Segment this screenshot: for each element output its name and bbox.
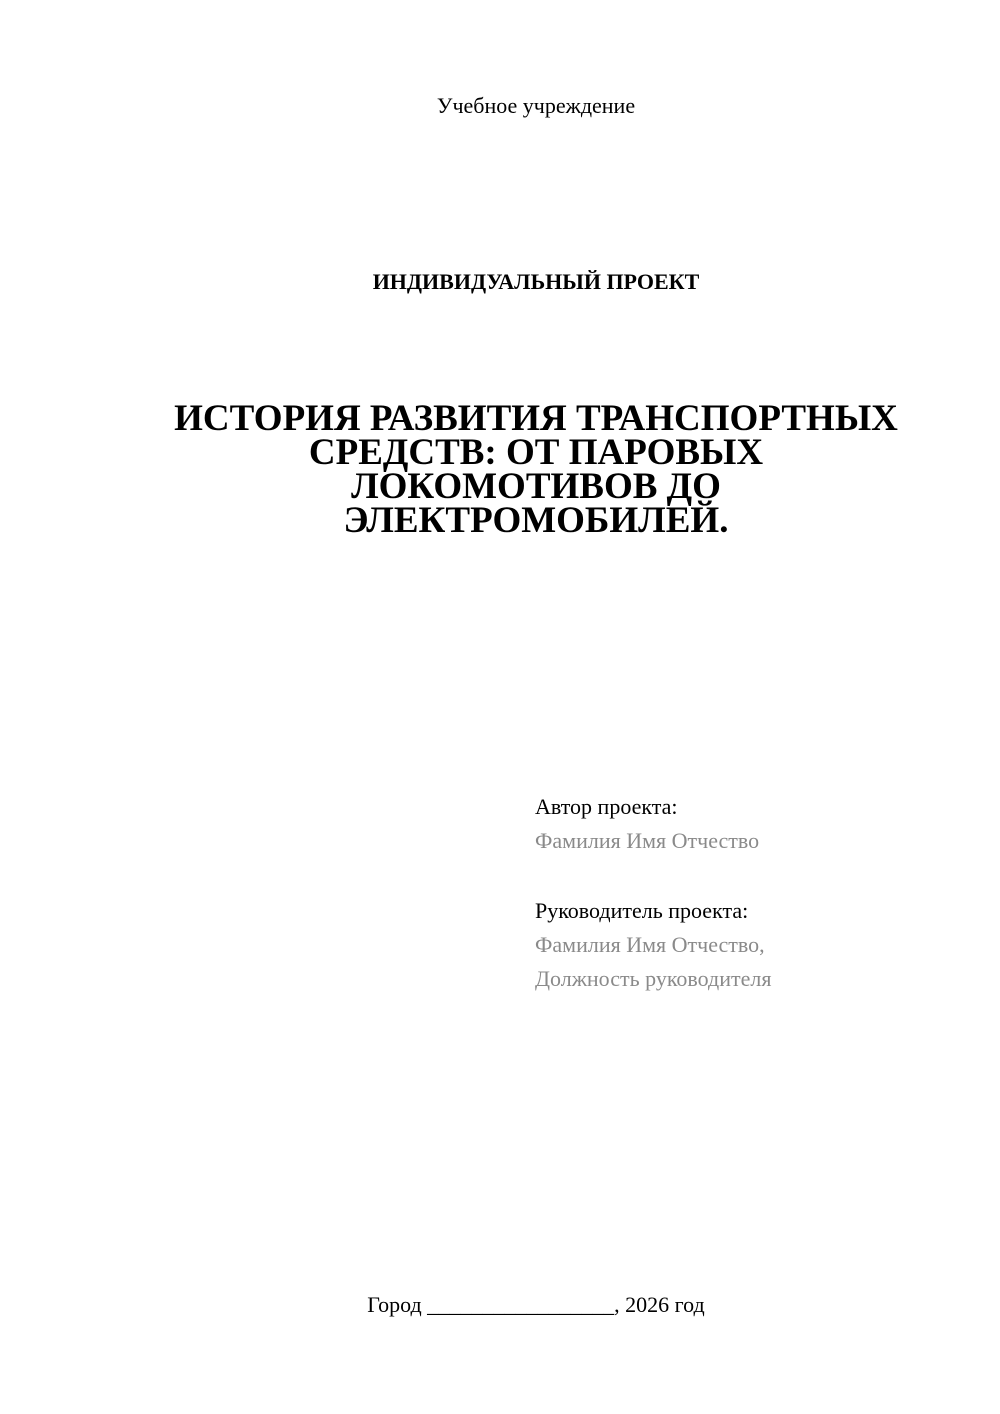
- city-year-footer: Город _________________, 2026 год: [367, 1292, 705, 1317]
- supervisor-label: Руководитель проекта:: [535, 898, 749, 923]
- project-type-heading: ИНДИВИДУАЛЬНЫЙ ПРОЕКТ: [372, 269, 700, 294]
- project-title-line: ЛОКОМОТИВОВ ДО: [351, 466, 721, 507]
- info-spacer: [535, 858, 975, 894]
- author-name: Фамилия Имя Отчество: [535, 828, 760, 853]
- institution-name: Учебное учреждение: [436, 93, 636, 118]
- project-title: [110, 398, 962, 541]
- project-title-line: ЭЛЕКТРОМОБИЛЕЙ.: [343, 500, 729, 541]
- author-label: Автор проекта:: [535, 794, 678, 819]
- project-info-block: [535, 790, 975, 996]
- project-title-line: СРЕДСТВ: ОТ ПАРОВЫХ: [308, 432, 764, 473]
- project-title-line: ИСТОРИЯ РАЗВИТИЯ ТРАНСПОРТНЫХ: [174, 398, 898, 439]
- supervisor-position: Должность руководителя: [535, 966, 772, 991]
- supervisor-name: Фамилия Имя Отчество,: [535, 932, 765, 957]
